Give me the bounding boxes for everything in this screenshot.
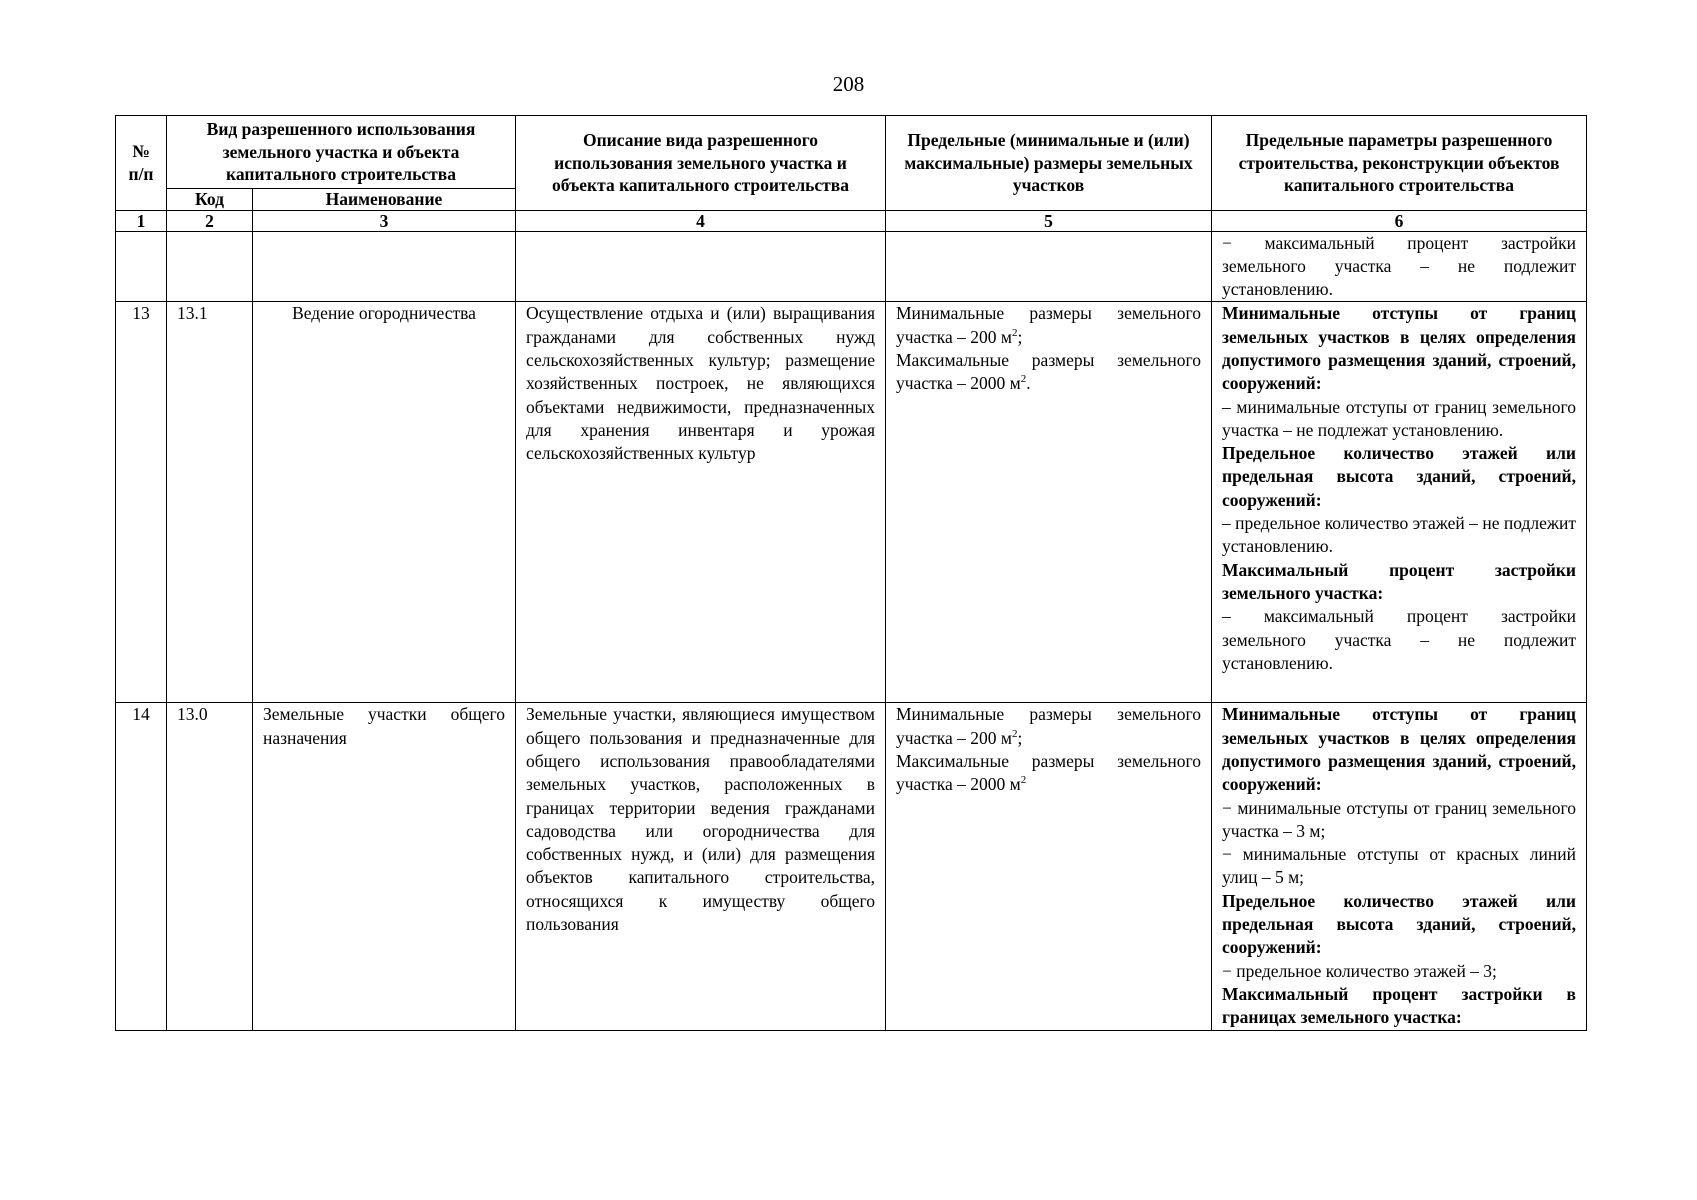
header-code: Код xyxy=(167,188,253,210)
page-number: 208 xyxy=(832,72,865,96)
params-heading: Предельное количество этажей или предельная высота зданий, строений, сооружений: xyxy=(1222,890,1576,958)
header-sizes: Предельные (минимальные и (или) максимальные) размеры земельных участков xyxy=(886,116,1212,211)
col-number: 6 xyxy=(1212,210,1587,231)
params-text: – минимальные отступы от границ земельного участка – не подлежат установлению. xyxy=(1222,396,1576,440)
header-description: Описание вида разрешенного использования земельного участка и объекта капитального строительства xyxy=(516,116,886,211)
row-sizes: Минимальные размеры земельного участка – 200 $м^2$; Максимальные размеры земельного участка – 2000 $м^2$ xyxy=(886,703,1212,1031)
row-description: Осуществление отдыха и (или) выращивания гражданами для собственных нужд сельскохозяйственных культур; размещение хозяйственных построек, не являющихся объектами недвижимости, предназначенных для хранения инвентаря и урожая сельскохозяйственных культур xyxy=(516,302,886,703)
continuation-row xyxy=(116,231,1587,302)
col-number: 5 xyxy=(886,210,1212,231)
params-text: − минимальные отступы от границ земельного участка – 3 м; xyxy=(1222,797,1576,841)
row-name: Ведение огородничества xyxy=(253,302,516,703)
params-heading: Максимальный процент застройки в границах земельного участка: xyxy=(1222,983,1576,1028)
land-use-table xyxy=(115,115,1587,1031)
params-text: − минимальные отступы от красных линий улиц – 5 м; xyxy=(1222,844,1576,888)
size-max: Максимальные размеры земельного участка – 2000 м xyxy=(896,750,1201,795)
col-number: 3 xyxy=(253,210,516,231)
params-heading: Минимальные отступы от границ земельных участков в целях определения допустимого размещения зданий, строений, сооружений: xyxy=(1222,704,1576,795)
row-params xyxy=(1212,703,1587,1031)
continuation-params: − максимальный процент застройки земельного участка – не подлежит установлению. xyxy=(1212,231,1587,302)
row-description: Земельные участки, являющиеся имуществом общего пользования и предназначенные для общего использования правообладателями земельных участков, расположенных в границах территории ведения гражданами садоводства или огородничества для собственных нужд, и (или) для размещения объектов капитального строительства, относящихся к имуществу общего пользования xyxy=(516,703,886,1031)
row-sizes: Минимальные размеры земельного участка – 200 $м^2$; Максимальные размеры земельного участка – 2000 $м^2$. xyxy=(886,302,1212,703)
row-code: 13.1 xyxy=(167,302,253,703)
header-name: Наименование xyxy=(253,188,516,210)
header-row xyxy=(116,116,1587,189)
header-num: № п/п xyxy=(116,116,167,211)
table-row xyxy=(116,703,1587,1031)
params-heading: Максимальный процент застройки земельного участка: xyxy=(1222,559,1576,603)
header-use-type: Вид разрешенного использования земельного участка и объекта капитального строительства xyxy=(167,116,516,189)
table-row xyxy=(116,302,1587,703)
row-number: 13 xyxy=(116,302,167,703)
params-heading: Минимальные отступы от границ земельных участков в целях определения допустимого размещения зданий, строений, сооружений: xyxy=(1222,303,1576,394)
size-min: Минимальные размеры земельного участка – 200 м xyxy=(896,303,1201,347)
params-heading: Предельное количество этажей или предельная высота зданий, строений, сооружений: xyxy=(1222,443,1576,510)
col-number: 4 xyxy=(516,210,886,231)
col-number: 1 xyxy=(116,210,167,231)
row-params xyxy=(1212,302,1587,703)
row-number: 14 xyxy=(116,703,167,1031)
row-code: 13.0 xyxy=(167,703,253,1031)
column-numbers-row xyxy=(116,210,1587,231)
size-min: Минимальные размеры земельного участка – 200 м xyxy=(896,704,1201,748)
params-text: – максимальный процент застройки земельного участка – не подлежит установлению. xyxy=(1222,606,1576,673)
row-name: Земельные участки общего назначения xyxy=(253,703,516,1031)
size-max: Максимальные размеры земельного участка – 2000 м xyxy=(896,349,1201,394)
col-number: 2 xyxy=(167,210,253,231)
header-params: Предельные параметры разрешенного строительства, реконструкции объектов капитального строительства xyxy=(1212,116,1587,211)
params-text: − предельное количество этажей – 3; xyxy=(1222,960,1497,981)
params-text: – предельное количество этажей – не подлежит установлению. xyxy=(1222,513,1576,557)
